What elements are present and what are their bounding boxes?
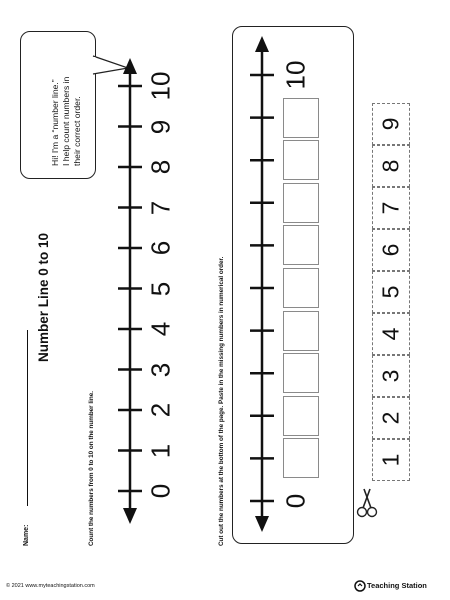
cutout-number-label: 5 [377,285,404,299]
number-line-2-start-label: 0 [280,493,311,509]
cutout-number-label: 7 [377,201,404,215]
speech-bubble-logo-icon [354,580,366,592]
missing-number-box[interactable] [283,353,319,393]
missing-number-box[interactable] [283,268,319,308]
cutout-number-label: 1 [377,453,404,467]
missing-number-box[interactable] [283,396,319,436]
name-label: Name: [23,524,30,546]
copyright-text: © 2021 www.myteachingstation.com [6,583,95,589]
cutout-number-label: 4 [377,327,404,341]
missing-number-box[interactable] [283,225,319,265]
speech-bubble-line: Hi! I'm a “number line.” [50,79,60,166]
cutout-number-label: 9 [377,117,404,131]
speech-bubble-line: I help count numbers in [61,76,71,166]
speech-bubble-line: their correct order. [72,96,82,166]
number-line-1-label: 1 [145,443,176,458]
number-line-1-label: 4 [145,321,176,337]
missing-number-box[interactable] [283,438,319,478]
cutout-number-label: 6 [377,243,404,257]
number-line-1-label: 5 [145,281,176,296]
missing-number-box[interactable] [283,98,319,138]
missing-number-box[interactable] [283,183,319,223]
number-line-1-label: 0 [145,483,176,499]
number-line-1-label: 9 [145,119,176,134]
number-line-1 [110,50,150,530]
speech-bubble-text [50,77,83,166]
number-line-1-label: 2 [145,402,176,418]
missing-number-box[interactable] [283,311,319,351]
name-line [27,330,28,506]
number-line-2-end-label: 10 [280,60,311,90]
instruction-1: Count the numbers from 0 to 10 on the number line. [88,391,95,546]
number-line-1-label: 7 [145,200,176,215]
number-line-1-label: 6 [145,240,176,256]
number-line-2 [242,30,282,538]
number-line-1-label: 3 [145,362,176,377]
instruction-2: Cut out the numbers at the bottom of the page. Paste in the missing numbers in numerical order. [218,256,225,546]
brand-name: Teaching Station [367,581,427,590]
number-line-1-label: 8 [145,159,176,175]
cutout-number-label: 2 [377,411,404,425]
cutout-number-label: 8 [377,159,404,173]
worksheet-title: Number Line 0 to 10 [36,232,51,362]
number-line-1-label: 10 [145,71,176,101]
missing-number-box[interactable] [283,140,319,180]
scissors-icon [356,486,378,520]
cutout-number-label: 3 [377,369,404,383]
